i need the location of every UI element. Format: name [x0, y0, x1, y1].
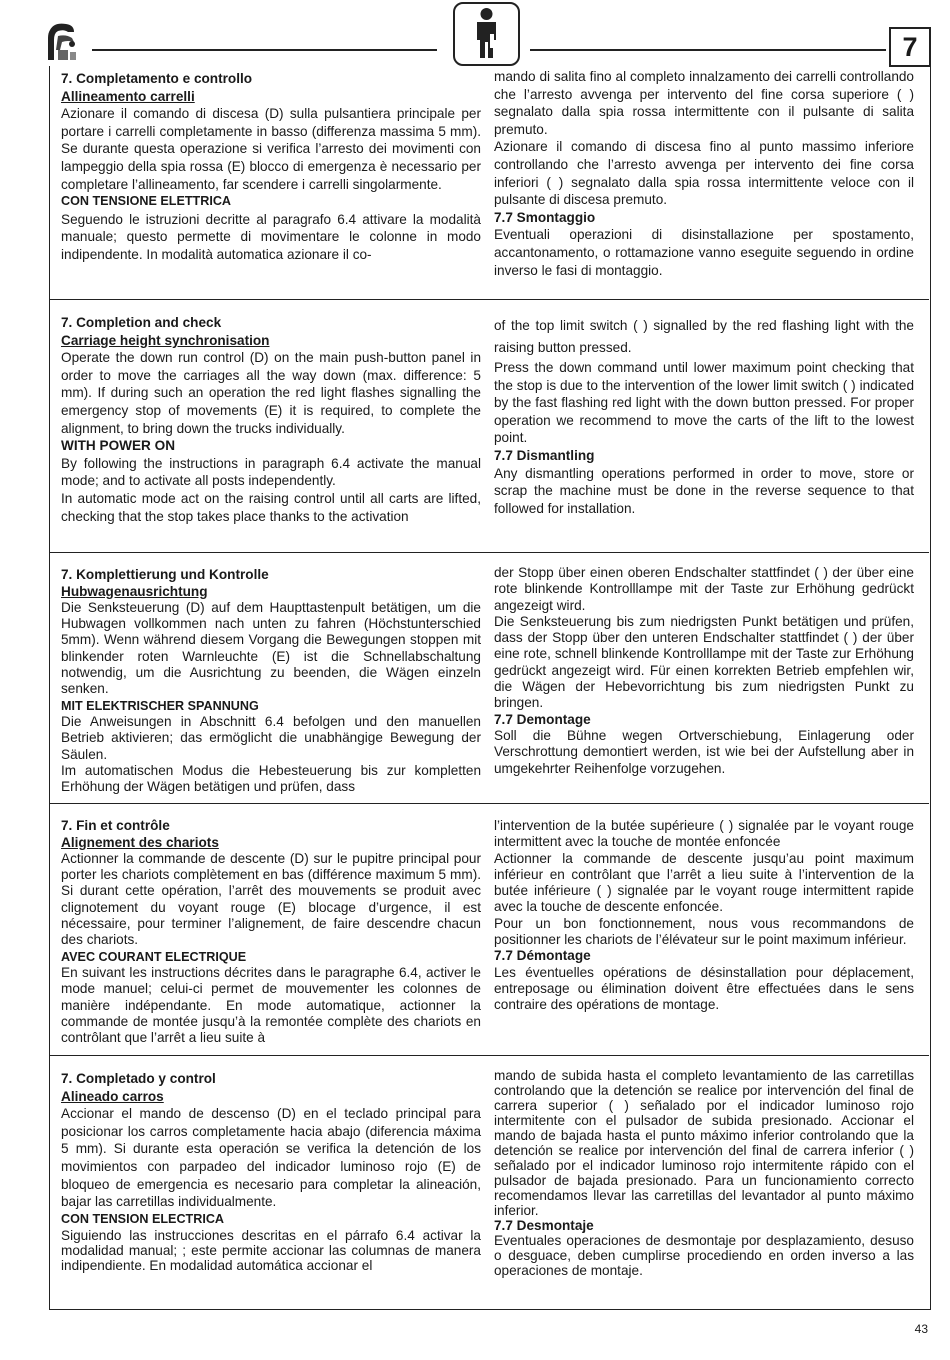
section-french-right-column [494, 818, 914, 1014]
section-spanish [49, 1055, 929, 1310]
paragraph: En suivant les instructions décrites dans le paragraphe 6.4, activer le mode manuel; celui-ci permet de mouvementer les colonnes de manière indépendante. En mode automatique, actionner la commande de montée jusqu’à la remontée complète des chariots en contrôlant que l’arrêt a lieu suite à [61, 964, 481, 1046]
page-number: 43 [914, 1322, 928, 1336]
section-subtitle: Alignement des chariots [61, 834, 219, 850]
power-label: CON TENSION ELECTRICA [61, 1211, 225, 1226]
section-german [49, 552, 929, 804]
paragraph: Eventuales operaciones de desmontaje por desplazamiento, desuso o desguace, deben cumplirse procediendo en orden inverso a las operaciones de montaje. [494, 1233, 914, 1278]
paragraph: der Stopp über einen oberen Endschalter stattfindet ( ) der über eine rote blinkende Kontrolllampe mit der Taste zur Erhöhung gedrückt angezeigt wird. [494, 565, 914, 613]
header-rule-left [92, 49, 437, 51]
section-title: 7. Fin et contrôle [61, 818, 170, 833]
section-title: 7. Completamento e controllo [61, 71, 253, 86]
person-icon [455, 4, 518, 64]
power-label: CON TENSIONE ELETTRICA [61, 194, 232, 209]
dismantling-title: 7.7 Smontaggio [494, 209, 596, 225]
paragraph: Any dismantling operations performed in order to move, store or scrap the machine must be done in the reverse sequence to that followed for installation. [494, 465, 914, 516]
section-italian-left-column [61, 70, 481, 264]
paragraph: Operate the down run control (D) on the main push-button panel in order to move the carriages all the way down (max. difference: 5 mm). If during such an operation the red light flashes signalling the emergency stop of movements (E) it is required, to complete the alignment, to bring down the trucks individually. [61, 350, 481, 436]
paragraph: Les éventuelles opérations de désinstallation pour déplacement, entreposage ou élimination doivent être effectuées dans le sens contraire des opérations de montage. [494, 964, 914, 1013]
paragraph: Die Senksteuerung bis zum niedrigsten Punkt betätigen und prüfen, dass der Stopp über den unteren Endschalter stattfindet ( ) der über eine rote, schnell blinkende Kontrolllampe mit der Taste zur Erhöhung gedrückt angezeigt wird. Für einen korrekten Betrieb empfehlen wir, die Wägen der Hebevorrichtung bis zum niedrigsten Punkt zu bringen. [494, 613, 914, 711]
section-subtitle: Allineamento carrelli [61, 88, 195, 104]
section-french-left-column [61, 817, 481, 1046]
paragraph: Accionar el mando de descenso (D) en el teclado principal para posicionar los carros completamente hacia abajo (diferencia máxima 5 mm). Si durante esta operación se verifica la detención de los movimientos con parpadeo del indicador luminoso rojo (E) de bloqueo de emergencia es necesario para completar la alineación, bajar las carretillas individualmente. [61, 1106, 481, 1210]
paragraph: Actionner la commande de descente jusqu’au point maximum inférieur en contrôlant que l’arrêt a lieu suite à l’intervention de la butée inférieure ( ) signalée par le voyant rouge intermittent rapide avec la touche de descente enfoncée. [494, 850, 914, 915]
paragraph: Press the down command until lower maximum point checking that the stop is due to the intervention of the lower limit switch ( ) indicated by the fast flashing red light with the down button pressed. For proper operation we recommend to move the carts of the lift to the lowest point. [494, 360, 914, 446]
paragraph: Die Senksteuerung (D) auf dem Haupttastenpult betätigen, um die Hubwagen vollkommen nach unten zu fahren (Höchstunterschied 5mm). Wenn während diesem Vorgang die Bewegungen stoppen mit blinkender roten Warnleuchte (E) ist die Schnellabschaltung notwendig, um die Ausrichtung zu beenden, die Wägen einzeln senken. [61, 599, 481, 697]
power-label: MIT ELEKTRISCHER SPANNUNG [61, 698, 259, 713]
section-italian [49, 66, 929, 299]
power-label: AVEC COURANT ELECTRIQUE [61, 949, 247, 964]
paragraph: In automatic mode act on the raising control until all carts are lifted, checking that the stop takes place thanks to the activation [61, 490, 481, 524]
paragraph: Siguiendo las instrucciones descritas en el párrafo 6.4 activar la modalidad manual; ; este permite accionar las columnas de manera indipendiente. En modalidad automática accionar el [61, 1228, 481, 1274]
paragraph: Actionner la commande de descente (D) sur le pupitre principal pour porter les chariots complètement en bas (différence maximum 5 mm). Si durant cette opération, l’arrêt des mouvements se produit avec clignotement du voyant rouge (E) blocage d’urgence, il est nécessaire, pour terminer l’alignement, de faire descendre chacun des chariots. [61, 850, 481, 948]
paragraph: Pour un bon fonctionnement, nous vous recommandons de positionner les chariots de l’élévateur sur le point maximum inférieur. [494, 915, 914, 948]
paragraph: Soll die Bühne wegen Ortverschiebung, Einlagerung oder Verschrottung demontiert werden, ist wie bei der Aufstellung aber in umgekehrter Reihenfolge vorzugehen. [494, 727, 914, 776]
dismantling-title: 7.7 Desmontaje [494, 1218, 594, 1233]
person-icon-frame [453, 2, 520, 66]
dismantling-title: 7.7 Dismantling [494, 447, 595, 463]
section-title: 7. Completion and check [61, 315, 222, 330]
paragraph: Im automatischen Modus die Hebesteuerung bis zur kompletten Erhöhung der Wägen betätigen und prüfen, dass [61, 762, 481, 795]
section-english-left-column [61, 314, 481, 525]
paragraph: Seguendo le istruzioni decritte al paragrafo 6.4 attivare la modalità manuale; questo permette di movimentare le colonne in modo indipendente. In modalità automatica azionare il co- [61, 211, 481, 262]
section-english [49, 299, 929, 553]
section-german-left-column [61, 566, 481, 795]
section-english-right-column [494, 315, 914, 517]
paragraph: mando di salita fino al completo innalzamento dei carrelli controllando che l’arresto avvenga per intervento del fine corsa superiore ( ) segnalato dalla spia rossa intermittente con il pulsante di salita premuto. [494, 69, 914, 137]
paragraph: By following the instructions in paragraph 6.4 activate the manual mode; and to activate all posts independently. [61, 455, 481, 489]
paragraph: l’intervention de la butée supérieure ( ) signalée par le voyant rouge intermittent avec la touche de montée enfoncée [494, 818, 914, 850]
power-label: WITH POWER ON [61, 438, 176, 454]
section-subtitle: Carriage height synchronisation [61, 332, 270, 348]
section-title: 7. Completado y control [61, 1071, 216, 1086]
page-header [0, 0, 950, 70]
section-italian-right-column [494, 68, 914, 279]
section-spanish-left-column [61, 1070, 481, 1273]
section-french [49, 803, 929, 1056]
section-title: 7. Komplettierung und Kontrolle [61, 567, 269, 582]
paragraph: of the top limit switch ( ) signalled by the red flashing light with the raising button pressed. [494, 318, 914, 355]
section-subtitle: Alineado carros [61, 1088, 164, 1104]
paragraph: Eventuali operazioni di disinstallazione per spostamento, accantonamento, o rottamazione vanno eseguite seguendo in ordine inverso le fasi di montaggio. [494, 227, 914, 278]
dismantling-title: 7.7 Demontage [494, 711, 591, 727]
section-german-right-column [494, 565, 914, 777]
paragraph: Azionare il comando di discesa fino al punto massimo inferiore controllando che l’arresto avvenga per intervento dei fine corsa inferiori ( ) segnalato dalla spia rossa intermittente veloce con il pulsante di discesa premuto. [494, 139, 914, 208]
section-subtitle: Hubwagenausrichtung [61, 583, 208, 599]
header-rule-right [530, 49, 886, 51]
dismantling-title: 7.7 Démontage [494, 948, 591, 964]
stylized-lift-logo-icon [44, 20, 88, 66]
paragraph: Azionare il comando di discesa (D) sulla pulsantiera principale per portare i carrelli completamente in basso (differenza massima 5 mm). Se durante questa operazione si verifica l’arresto dei movimenti con lampeggio della spia rossa (E) blocco di emergenza è necessario per completare l’allineamento, far scendere i carrelli singolarmente. [61, 106, 481, 192]
paragraph: mando de subida hasta el completo levantamiento de las carretillas controlando que la detención se realice por intervención del final de carrera superior ( ) señalado por el indicador luminoso rojo intermitente con el pulsador de subida presionado. Accionar el mando de bajada hasta el punto máximo inferior controlando que la detención se realice por intervención del final de carrera inferior ( ) señalado por el indicador luminoso rojo intermitente rápido con el pulsador de bajada presionado. Para un funcionamiento correcto recomendamos llevar las carretillas del levantador al punto máximo inferior. [494, 1068, 914, 1218]
section-spanish-right-column [494, 1068, 914, 1278]
paragraph: Die Anweisungen in Abschnitt 6.4 befolgen und den manuellen Betrieb aktivieren; das ermöglicht die unabhängige Bewegung der Säulen. [61, 713, 481, 762]
chapter-number: 7 [889, 27, 931, 67]
